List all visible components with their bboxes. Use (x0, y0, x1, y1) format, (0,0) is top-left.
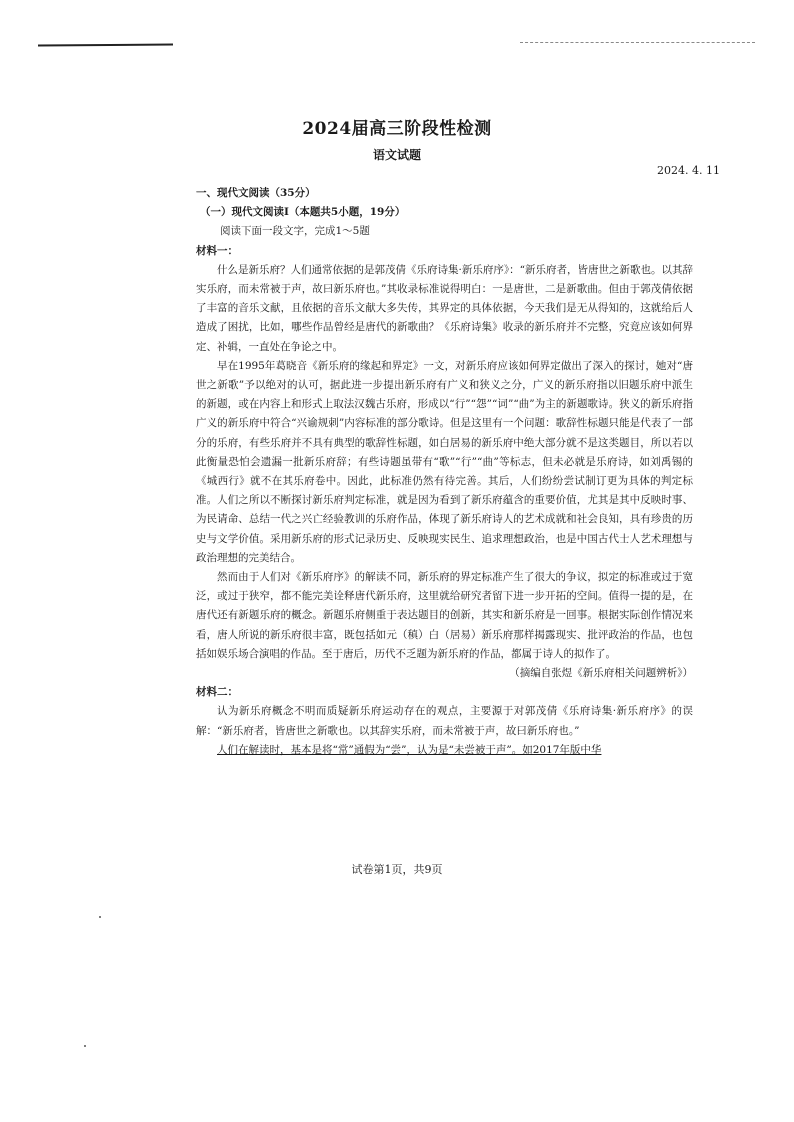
section-heading: 一、现代文阅读（35分） (196, 187, 316, 199)
material-two-label: 材料二： (196, 686, 238, 699)
exam-body (196, 184, 693, 760)
material-two-paragraph: 认为新乐府概念不明而质疑新乐府运动存在的观点，主要源于对郭茂倩《乐府诗集·新乐府序》的误解：“新乐府者，皆唐世之新歌也。以其辞实乐府，而未常被于声，故曰新乐府也。” (196, 705, 693, 737)
exam-subtitle: 语文试题 (372, 148, 421, 162)
material-one-paragraph: 早在1995年葛晓音《新乐府的缘起和界定》一文，对新乐府应该如何界定做出了深入的探讨，她对“唐世之新歌”予以绝对的认可，据此进一步提出新乐府有广义和狭义之分，广义的新乐府指以旧题乐府中派生的新题，或在内容上和形式上取法汉魏古乐府，形成以“行”“怨”“词”“曲”为主的新题歌诗。狭义的新乐府指广义的新乐府中符合“兴谕规刺”内容标准的部分歌诗。但是这里有一个问题：歌辞性标题只能是代表了一部分的乐府，有些乐府并不具有典型的歌辞性标题，如白居易的新乐府中绝大部分就不是这类题目，所以若以此衡量恐怕会遗漏一批新乐府辞；有些诗题虽带有“歌”“行”“曲”等标志，但未必就是乐府诗，如刘禹锡的《城西行》就不在其乐府卷中。因此，此标准仍然有待完善。其后，人们纷纷尝试制订更为具体的判定标准。人们之所以不断探讨新乐府判定标准，就是因为看到了新乐府蕴含的重要价值，尤其是其中反映时事、为民请命、总结一代之兴亡经验教训的乐府作品，体现了新乐府诗人的艺术成就和社会良知，具有珍贵的历史与文学价值。采用新乐府的形式记录历史、反映现实民生、追求理想政治，也是中国古代士人艺术理想与政治理想的完美结合。 (196, 359, 693, 564)
material-one-source: （摘编自张煜《新乐府相关问题辨析》） (509, 667, 693, 680)
page-footer: 试卷第1页，共9页 (351, 863, 443, 876)
reading-instruction: 阅读下面一段文字，完成1～5题 (220, 225, 370, 238)
material-one-paragraph: 然而由于人们对《新乐府序》的解读不同，新乐府的界定标准产生了很大的争议，拟定的标准或过于宽泛，或过于狭窄，都不能完美诠释唐代新乐府，这里就给研究者留下进一步开拓的空间。值得一提的是，在唐代还有新题乐府的概念。新题乐府侧重于表达题目的创新，其实和新乐府是一回事。根据实际创作情况来看，唐人所说的新乐府很丰富，既包括如元（稹）白（居易）新乐府那样揭露现实、批评政治的作品，也包括如娱乐场合演唱的作品。至于唐后，历代不乏题为新乐府的作品，都属于诗人的拟作了。 (196, 571, 693, 660)
exam-title: 2024届高三阶段性检测 (302, 119, 492, 139)
scan-artifact-dashes (520, 42, 755, 44)
scan-speck (84, 1045, 86, 1047)
material-one-label: 材料一： (196, 244, 238, 257)
section-subheading: （一）现代文阅读Ⅰ（本题共5小题，19分） (200, 206, 406, 219)
material-one-paragraph: 什么是新乐府？人们通常依据的是郭茂倩《乐府诗集·新乐府序》：“新乐府者，皆唐世之新歌也。以其辞实乐府，而未常被于声，故曰新乐府也。”其收录标准说得明白：一是唐世，二是新歌曲。但由于郭茂倩依据了丰富的音乐文献，且依据的音乐文献大多失传，其界定的具体依据，今天我们是无从得知的，这就给后人造成了困扰，比如，哪些作品曾经是唐代的新歌曲？《乐府诗集》收录的新乐府并不完整，究竟应该如何界定、补辑，一直处在争论之中。 (196, 263, 693, 353)
scan-artifact-line (38, 44, 173, 47)
scan-speck (99, 916, 101, 918)
underlined-sentence: 人们在解读时，基本是将“常”通假为“尝”，认为是“未尝被于声”。如2017年版中华 (217, 743, 602, 756)
exam-date: 2024. 4. 11 (657, 164, 720, 177)
